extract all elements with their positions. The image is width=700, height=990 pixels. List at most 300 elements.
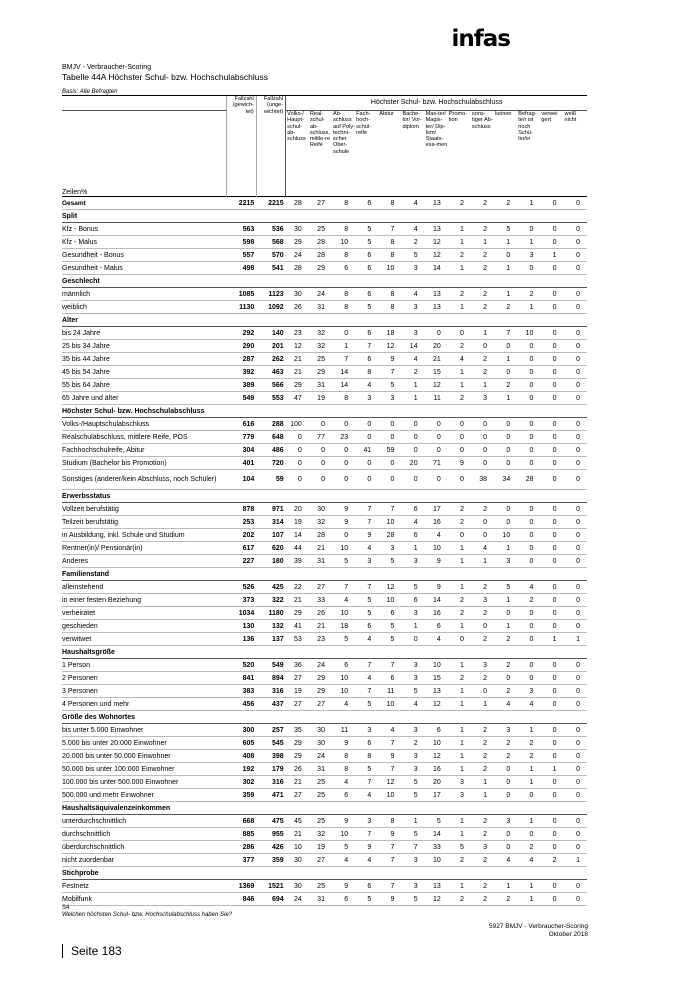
pct-cell: 7 [401, 841, 424, 854]
pct-cell: 0 [564, 789, 587, 802]
pct-cell: 0 [332, 327, 355, 340]
pct-cell: 0 [564, 503, 587, 516]
pct-cell: 1 [401, 620, 424, 633]
pct-cell: 5 [378, 620, 401, 633]
pct-cell: 0 [494, 672, 517, 685]
row-label: Sonstiges (anderer/kein Abschluss, noch Schüler) [62, 470, 227, 490]
pct-cell: 29 [309, 672, 332, 685]
n-weighted-cell: 549 [227, 392, 256, 405]
n-weighted-cell: 300 [227, 724, 256, 737]
pct-cell: 2 [448, 288, 471, 301]
pct-cell: 2 [471, 249, 494, 262]
pct-cell: 1 [494, 288, 517, 301]
pct-cell: 0 [564, 444, 587, 457]
pct-cell: 1 [494, 392, 517, 405]
pct-cell: 0 [564, 197, 587, 210]
pct-cell: 0 [494, 366, 517, 379]
pct-cell: 2 [471, 893, 494, 906]
row-label: Rentner(in)/ Pensionär(in) [62, 542, 227, 555]
pct-cell: 1 [540, 633, 563, 646]
pct-cell: 0 [448, 444, 471, 457]
n-unweighted-cell: 316 [256, 776, 285, 789]
row-label: durchschnittlich [62, 828, 227, 841]
pct-cell: 0 [425, 418, 448, 431]
pct-cell: 32 [309, 516, 332, 529]
pct-cell: 1 [448, 685, 471, 698]
pct-cell: 5 [332, 841, 355, 854]
pct-cell: 0 [540, 880, 563, 893]
pct-cell: 29 [286, 737, 309, 750]
pct-cell: 23 [332, 431, 355, 444]
n-weighted-cell: 885 [227, 828, 256, 841]
table-row [62, 542, 587, 555]
pct-cell: 1 [517, 815, 540, 828]
pct-cell: 29 [286, 750, 309, 763]
pct-cell: 0 [564, 724, 587, 737]
pct-cell: 1 [540, 763, 563, 776]
pct-cell: 3 [355, 815, 378, 828]
pct-cell: 9 [355, 529, 378, 542]
pct-cell: 3 [494, 815, 517, 828]
pct-cell: 12 [378, 581, 401, 594]
table-row [62, 516, 587, 529]
table-row [62, 659, 587, 672]
table-row [62, 698, 587, 711]
pct-cell: 4 [425, 529, 448, 542]
n-unweighted-cell: 137 [256, 633, 285, 646]
pct-cell: 4 [355, 379, 378, 392]
table-row [62, 503, 587, 516]
pct-cell: 27 [309, 581, 332, 594]
pct-cell: 8 [332, 392, 355, 405]
pct-cell: 1 [494, 880, 517, 893]
pct-cell: 0 [540, 698, 563, 711]
n-unweighted-cell: 107 [256, 529, 285, 542]
pct-cell: 12 [425, 379, 448, 392]
pct-cell: 3 [355, 724, 378, 737]
pct-cell: 1 [448, 724, 471, 737]
pct-cell: 100 [286, 418, 309, 431]
pct-cell: 0 [564, 893, 587, 906]
n-unweighted-cell: 553 [256, 392, 285, 405]
pct-cell: 0 [309, 470, 332, 490]
pct-cell: 0 [378, 457, 401, 470]
pct-cell: 25 [309, 789, 332, 802]
pct-cell: 0 [564, 223, 587, 236]
pct-cell: 7 [378, 737, 401, 750]
pct-cell: 5 [401, 789, 424, 802]
pct-cell: 77 [309, 431, 332, 444]
pct-cell: 23 [309, 633, 332, 646]
pct-cell: 0 [494, 763, 517, 776]
pct-cell: 1 [448, 750, 471, 763]
n-weighted-cell: 456 [227, 698, 256, 711]
pct-cell: 0 [494, 457, 517, 470]
pct-cell: 2 [471, 353, 494, 366]
pct-cell: 0 [564, 607, 587, 620]
pct-cell: 21 [425, 353, 448, 366]
pct-cell: 0 [564, 301, 587, 314]
pct-cell: 11 [332, 724, 355, 737]
pct-cell: 0 [564, 249, 587, 262]
pct-cell: 2 [448, 893, 471, 906]
pct-cell: 26 [286, 301, 309, 314]
table-row [62, 672, 587, 685]
pct-cell: 0 [517, 828, 540, 841]
pct-cell: 0 [401, 444, 424, 457]
pct-cell: 0 [494, 444, 517, 457]
pct-cell: 9 [378, 353, 401, 366]
pct-cell: 28 [309, 529, 332, 542]
report-subtitle: BMJV - Verbraucher-Scoring [62, 64, 152, 71]
pct-cell: 0 [471, 418, 494, 431]
row-label: Gesundheit - Malus [62, 262, 227, 275]
pct-cell: 24 [309, 659, 332, 672]
pct-cell: 6 [355, 737, 378, 750]
table-row [62, 893, 587, 906]
pct-cell: 24 [286, 249, 309, 262]
pct-cell: 2 [471, 197, 494, 210]
pct-cell: 21 [286, 366, 309, 379]
pct-cell: 3 [355, 555, 378, 568]
pct-cell: 1 [517, 776, 540, 789]
n-unweighted-cell: 426 [256, 841, 285, 854]
pct-cell: 2 [471, 672, 494, 685]
row-label: Mobilfunk [62, 893, 227, 906]
table-row [62, 379, 587, 392]
pct-cell: 2 [494, 737, 517, 750]
pct-cell: 4 [471, 542, 494, 555]
n-unweighted-cell: 475 [256, 815, 285, 828]
row-label: weiblich [62, 301, 227, 314]
pct-cell: 5 [378, 633, 401, 646]
pct-cell: 7 [378, 880, 401, 893]
table-row [62, 815, 587, 828]
pct-cell: 32 [309, 340, 332, 353]
pct-cell: 0 [564, 581, 587, 594]
pct-cell: 9 [332, 880, 355, 893]
pct-cell: 2 [517, 750, 540, 763]
n-unweighted-cell: 545 [256, 737, 285, 750]
pct-cell: 33 [425, 841, 448, 854]
row-label: verwitwet [62, 633, 227, 646]
pct-cell: 5 [401, 776, 424, 789]
row-label: alleinstehend [62, 581, 227, 594]
row-label: Festnetz [62, 880, 227, 893]
pct-cell: 10 [332, 672, 355, 685]
n-unweighted-cell: 1092 [256, 301, 285, 314]
pct-cell: 4 [355, 672, 378, 685]
pct-cell: 0 [517, 672, 540, 685]
pct-cell: 0 [448, 327, 471, 340]
pct-cell: 1 [448, 366, 471, 379]
pct-cell: 11 [425, 392, 448, 405]
table-row [62, 236, 587, 249]
pct-cell: 23 [286, 327, 309, 340]
table-row [62, 457, 587, 470]
row-label: Teilzeit berufstätig [62, 516, 227, 529]
pct-cell: 0 [564, 327, 587, 340]
n-weighted-cell: 227 [227, 555, 256, 568]
pct-cell: 2 [471, 288, 494, 301]
pct-cell: 0 [355, 418, 378, 431]
table-row [62, 620, 587, 633]
n-unweighted-cell: 201 [256, 340, 285, 353]
row-label: 65 Jahre und älter [62, 392, 227, 405]
pct-cell: 0 [517, 633, 540, 646]
section-row [62, 405, 587, 418]
pct-cell: 0 [540, 672, 563, 685]
pct-cell: 0 [564, 750, 587, 763]
pct-cell: 24 [309, 288, 332, 301]
pct-cell: 1 [448, 698, 471, 711]
pct-cell: 7 [378, 763, 401, 776]
pct-cell: 31 [309, 301, 332, 314]
pct-cell: 14 [332, 366, 355, 379]
pct-cell: 0 [355, 457, 378, 470]
pct-cell: 4 [517, 581, 540, 594]
n-unweighted-cell: 288 [256, 418, 285, 431]
pct-cell: 6 [425, 620, 448, 633]
pct-cell: 47 [286, 392, 309, 405]
pct-cell: 1 [471, 698, 494, 711]
n-weighted-cell: 392 [227, 366, 256, 379]
section-label: Stichprobe [62, 867, 587, 880]
table-row [62, 470, 587, 490]
pct-cell: 0 [540, 301, 563, 314]
pct-cell: 30 [309, 724, 332, 737]
pct-cell: 24 [309, 750, 332, 763]
pct-cell: 0 [540, 841, 563, 854]
pct-cell: 3 [401, 301, 424, 314]
pct-cell: 16 [425, 763, 448, 776]
pct-cell: 6 [355, 327, 378, 340]
pct-cell: 7 [378, 503, 401, 516]
pct-cell: 3 [471, 594, 494, 607]
pct-cell: 21 [309, 542, 332, 555]
pct-cell: 0 [540, 418, 563, 431]
pct-cell: 13 [425, 685, 448, 698]
pct-cell: 27 [309, 854, 332, 867]
pct-cell: 1 [448, 262, 471, 275]
pct-cell: 0 [401, 431, 424, 444]
pct-cell: 4 [401, 288, 424, 301]
pct-cell: 7 [355, 503, 378, 516]
pct-cell: 13 [425, 301, 448, 314]
pct-cell: 3 [378, 392, 401, 405]
pct-cell: 2 [471, 581, 494, 594]
pct-cell: 10 [378, 262, 401, 275]
pct-cell: 10 [425, 542, 448, 555]
n-unweighted-cell: 568 [256, 236, 285, 249]
table-title: Tabelle 44A Höchster Schul- bzw. Hochschulabschluss [62, 72, 268, 82]
pct-cell: 6 [332, 262, 355, 275]
pct-cell: 7 [378, 223, 401, 236]
row-label: 1 Person [62, 659, 227, 672]
pct-cell: 0 [494, 607, 517, 620]
pct-cell: 8 [378, 301, 401, 314]
pct-cell: 1 [494, 594, 517, 607]
pct-cell: 2 [471, 854, 494, 867]
pct-cell: 22 [286, 581, 309, 594]
n-unweighted-cell: 566 [256, 379, 285, 392]
pct-cell: 10 [425, 737, 448, 750]
pct-cell: 0 [517, 457, 540, 470]
pct-cell: 0 [564, 815, 587, 828]
header-n-unweighted: Fallzahl (unge-wichtet) [256, 96, 285, 197]
table-row [62, 301, 587, 314]
pct-cell: 5 [378, 555, 401, 568]
pct-cell: 10 [332, 685, 355, 698]
n-weighted-cell: 202 [227, 529, 256, 542]
source-note [489, 923, 588, 938]
section-label: Haushaltsäquivalenzeinkommen [62, 802, 587, 815]
pct-cell: 0 [286, 431, 309, 444]
pct-cell: 2 [401, 236, 424, 249]
pct-cell: 9 [378, 750, 401, 763]
pct-cell: 21 [309, 620, 332, 633]
pct-cell: 28 [309, 236, 332, 249]
n-unweighted-cell: 425 [256, 581, 285, 594]
n-unweighted-cell: 1521 [256, 880, 285, 893]
pct-cell: 0 [564, 353, 587, 366]
pct-cell: 21 [286, 353, 309, 366]
table-row [62, 555, 587, 568]
pct-cell: 31 [309, 763, 332, 776]
pct-cell: 29 [309, 262, 332, 275]
n-weighted-cell: 302 [227, 776, 256, 789]
pct-cell: 0 [471, 516, 494, 529]
pct-cell: 9 [425, 555, 448, 568]
n-unweighted-cell: 316 [256, 685, 285, 698]
pct-cell: 2 [471, 880, 494, 893]
pct-cell: 6 [332, 789, 355, 802]
row-label: bis 24 Jahre [62, 327, 227, 340]
pct-cell: 6 [355, 288, 378, 301]
pct-cell: 0 [540, 529, 563, 542]
pct-cell: 1 [517, 197, 540, 210]
pct-cell: 0 [448, 529, 471, 542]
pct-cell: 1 [448, 236, 471, 249]
pct-cell: 5 [401, 249, 424, 262]
pct-cell: 0 [540, 620, 563, 633]
pct-cell: 41 [286, 620, 309, 633]
pct-cell: 0 [564, 555, 587, 568]
pct-cell: 3 [471, 841, 494, 854]
table-row [62, 607, 587, 620]
header-pct-col: verwei gert [541, 111, 558, 124]
pct-cell: 0 [517, 444, 540, 457]
n-unweighted-cell: 486 [256, 444, 285, 457]
pct-cell: 2 [448, 340, 471, 353]
n-weighted-cell: 779 [227, 431, 256, 444]
pct-cell: 2 [448, 516, 471, 529]
pct-cell: 0 [494, 516, 517, 529]
pct-cell: 2 [448, 594, 471, 607]
pct-cell: 1 [448, 763, 471, 776]
header-empty [62, 96, 227, 111]
section-row [62, 867, 587, 880]
n-weighted-cell: 253 [227, 516, 256, 529]
table-row [62, 288, 587, 301]
pct-cell: 3 [355, 392, 378, 405]
pct-cell: 2 [471, 763, 494, 776]
pct-cell: 0 [494, 340, 517, 353]
pct-cell: 5 [355, 607, 378, 620]
pct-cell: 8 [378, 236, 401, 249]
pct-cell: 8 [332, 301, 355, 314]
pct-cell: 8 [378, 288, 401, 301]
pct-cell: 16 [425, 516, 448, 529]
pct-cell: 19 [309, 841, 332, 854]
pct-cell: 35 [286, 724, 309, 737]
pct-cell: 6 [355, 262, 378, 275]
pct-cell: 0 [494, 249, 517, 262]
n-weighted-cell: 557 [227, 249, 256, 262]
pct-cell: 8 [332, 763, 355, 776]
pct-cell: 6 [332, 893, 355, 906]
pct-cell: 5 [494, 581, 517, 594]
pct-cell: 17 [425, 789, 448, 802]
n-weighted-cell: 136 [227, 633, 256, 646]
n-weighted-cell: 401 [227, 457, 256, 470]
pct-cell: 2 [401, 737, 424, 750]
row-label: Kfz - Malus [62, 236, 227, 249]
pct-cell: 30 [286, 854, 309, 867]
row-label: 2 Personen [62, 672, 227, 685]
pct-cell: 1 [494, 620, 517, 633]
pct-cell: 0 [540, 581, 563, 594]
pct-cell: 1 [517, 893, 540, 906]
n-unweighted-cell: 437 [256, 698, 285, 711]
pct-cell: 2 [517, 594, 540, 607]
pct-cell: 2 [448, 249, 471, 262]
pct-cell: 0 [517, 366, 540, 379]
table-row [62, 750, 587, 763]
table-row [62, 685, 587, 698]
n-unweighted-cell: 257 [256, 724, 285, 737]
pct-cell: 9 [332, 503, 355, 516]
pct-cell: 3 [401, 327, 424, 340]
pct-cell: 2 [471, 750, 494, 763]
pct-cell: 0 [517, 555, 540, 568]
pct-cell: 3 [401, 724, 424, 737]
pct-cell: 15 [425, 366, 448, 379]
pct-cell: 0 [564, 542, 587, 555]
pct-cell: 1 [517, 724, 540, 737]
section-label: Geschlecht [62, 275, 587, 288]
n-weighted-cell: 563 [227, 223, 256, 236]
pct-cell: 27 [286, 698, 309, 711]
pct-cell: 0 [540, 223, 563, 236]
pct-cell: 5 [401, 581, 424, 594]
n-weighted-cell: 192 [227, 763, 256, 776]
pct-cell: 0 [332, 444, 355, 457]
pct-cell: 4 [355, 789, 378, 802]
row-label: in einer festen Beziehung [62, 594, 227, 607]
pct-cell: 32 [309, 828, 332, 841]
pct-cell: 2 [471, 815, 494, 828]
pct-cell: 1 [471, 789, 494, 802]
pct-cell: 5 [401, 828, 424, 841]
pct-cell: 4 [332, 776, 355, 789]
n-unweighted-cell: 179 [256, 763, 285, 776]
table-row [62, 444, 587, 457]
pct-cell: 6 [355, 353, 378, 366]
pct-cell: 18 [332, 620, 355, 633]
pct-cell: 0 [540, 893, 563, 906]
pct-cell: 1 [517, 763, 540, 776]
